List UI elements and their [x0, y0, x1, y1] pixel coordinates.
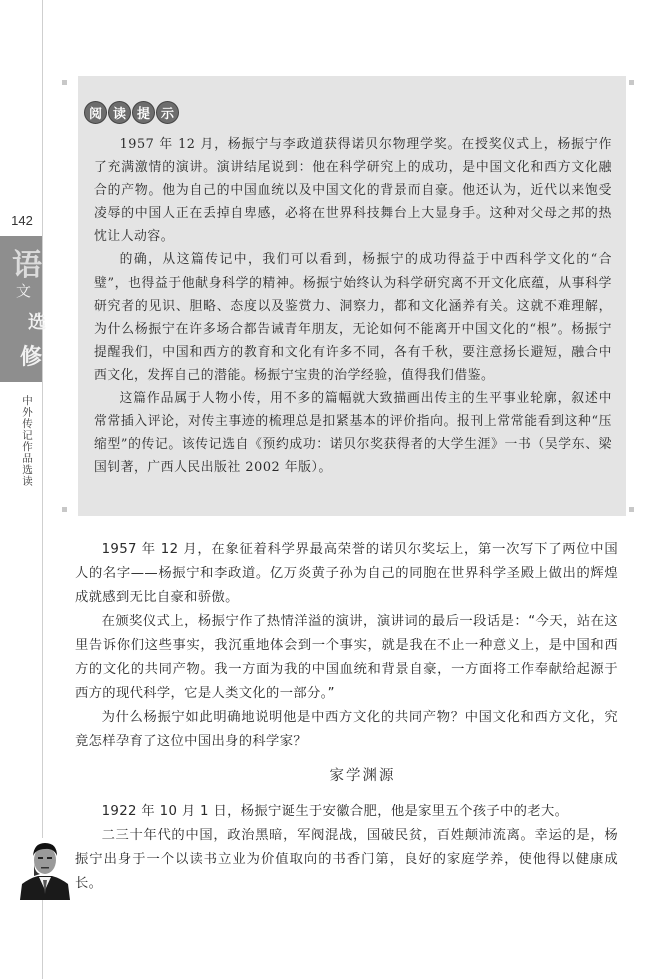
section-title: 家学渊源: [329, 768, 396, 784]
tip-paragraph: 的确，从这篇传记中，我们可以看到，杨振宁的成功得益于中西科学文化的“合璧”，也得益于他献身科学的精神。杨振宁始终认为科学研究离不开文化底蕴，从事科学研究者的见识、胆略、态度以及鉴赏力、洞察力，都和文化涵养有关。这就不难理解，为什么杨振宁在许多场合都告诫青年朋友，无论如何不能离开中国文化的“根”。杨振宁提醒我们，中国和西方的教育和文化有许多不同，各有千秋，要注意扬长避短，融合中西文化，发挥自己的潜能。杨振宁宝贵的治学经验，值得我们借鉴。: [94, 252, 612, 383]
reading-tip-header: [84, 101, 179, 124]
reading-tip-box: [78, 76, 626, 516]
body-paragraph: 为什么杨振宁如此明确地说明他是中西方文化的共同产物？中国文化和西方文化，究竟怎样孕育了这位中国出身的科学家？: [75, 710, 618, 749]
margin-divider-line: [42, 0, 43, 979]
side-tab-char: 文: [16, 282, 32, 300]
header-circle: 示: [156, 101, 179, 124]
header-circle: 提: [132, 101, 155, 124]
tip-paragraph: 这篇作品属于人物小传，用不多的篇幅就大致描画出传主的生平事业轮廓，叙述中常常插入评论，对传主事迹的梳理总是扣紧基本的评价指向。报刊上常常能看到这种“压缩型”的传记。该传记选自《预约成功：诺贝尔奖获得者的大学生涯》一书（吴学东、梁国钊著，广西人民出版社 2002 年版）。: [94, 391, 612, 476]
side-tab-char: 语: [12, 248, 42, 283]
reading-tip-body: [94, 133, 612, 479]
section-paragraph: 二三十年代的中国，政治黑暗，军阀混战，国破民贫，百姓颠沛流离。幸运的是，杨振宁出身于一个以读书立业为价值取向的书香门第，良好的家庭学养，使他得以健康成长。: [75, 828, 618, 891]
side-tab-block: [0, 236, 46, 382]
corner-mark: [62, 507, 67, 512]
page-number: 142: [11, 213, 33, 228]
portrait-icon: [20, 838, 70, 900]
section-body-text: [75, 800, 618, 896]
corner-mark: [629, 80, 634, 85]
body-paragraph: 在颁奖仪式上，杨振宁作了热情洋溢的演讲，演讲词的最后一段话是：“今天，站在这里告诉你们这些事实，我沉重地体会到一个事实，就是我在不止一种意义上，是中国和西方的文化的共同产物。我一方面为我的中国血统和背景自豪，一方面将工作奉献给起源于西方的现代科学，它是人类文化的一部分。”: [75, 614, 618, 701]
header-circle: 阅: [84, 101, 107, 124]
tip-paragraph: 1957 年 12 月，杨振宁与李政道获得诺贝尔物理学奖。在授奖仪式上，杨振宁作了充满激情的演讲。演讲结尾说到：他在科学研究上的成功，是中国文化和西方文化融合的产物。他为自己的中国血统以及中国文化的背景而自豪。他还认为，近代以来饱受凌辱的中国人正在丢掉自卑感，必将在世界科技舞台上大显身手。这种对父母之邦的热忱让人动容。: [94, 137, 612, 245]
corner-mark: [62, 80, 67, 85]
section-paragraph: 1922 年 10 月 1 日，杨振宁诞生于安徽合肥，他是家里五个孩子中的老大。: [101, 804, 569, 819]
side-subtitle: 中外传记作品选读: [21, 395, 33, 487]
body-text: [75, 538, 618, 754]
side-tab-char: 修: [20, 344, 43, 370]
corner-mark: [629, 507, 634, 512]
side-tab-char: 选: [28, 312, 46, 333]
header-circle: 读: [108, 101, 131, 124]
portrait-image: [20, 838, 70, 900]
body-paragraph: 1957 年 12 月，在象征着科学界最高荣誉的诺贝尔奖坛上，第一次写下了两位中国人的名字——杨振宁和李政道。亿万炎黄子孙为自己的同胞在世界科学圣殿上做出的辉煌成就感到无比自豪和骄傲。: [75, 542, 618, 605]
